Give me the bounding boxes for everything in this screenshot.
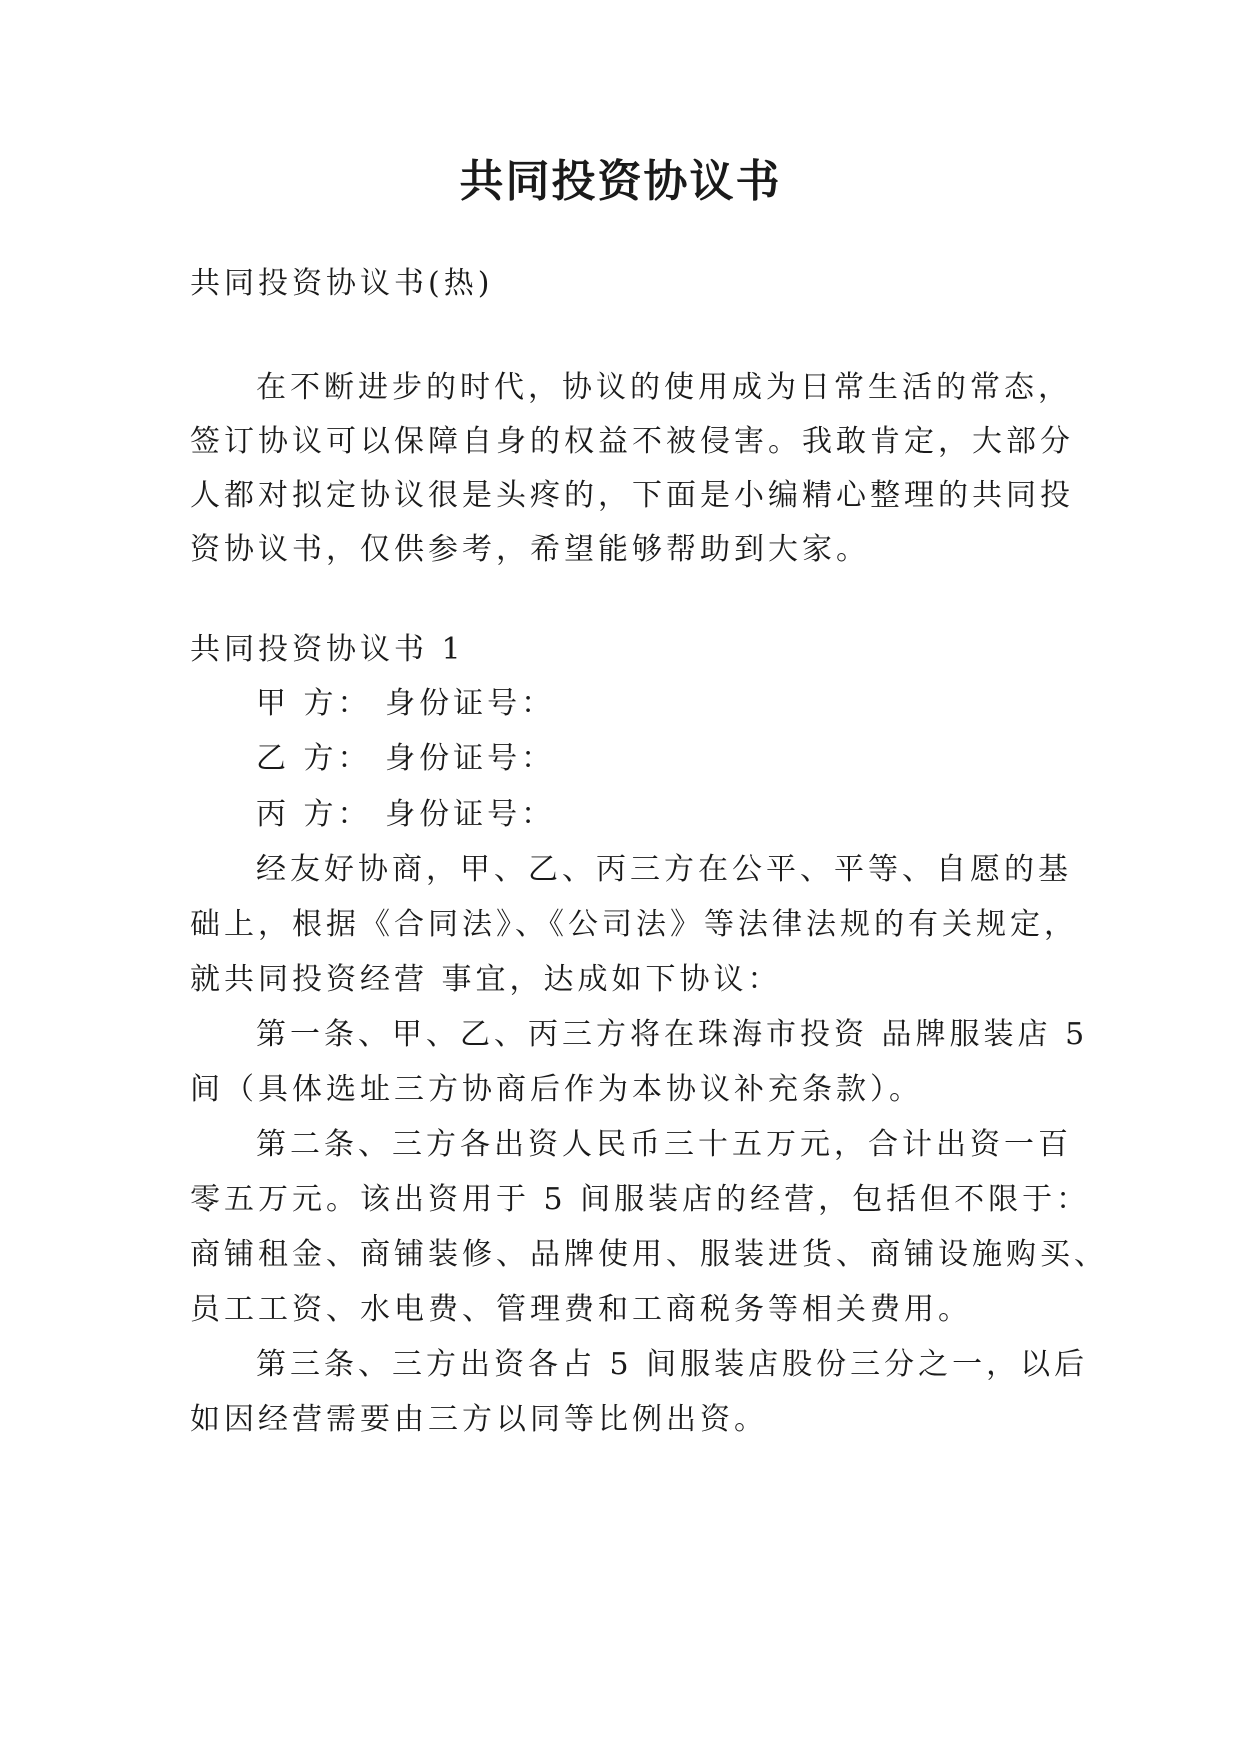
article-2-line-4: 员工工资、水电费、管理费和工商税务等相关费用。 [190, 1292, 972, 1327]
intro-line-3: 人都对拟定协议很是头疼的，下面是小编精心整理的共同投 [190, 478, 1074, 513]
preamble-line-3: 就共同投资经营 事宜，达成如下协议： [190, 962, 782, 997]
party-a-line: 甲 方： 身份证号： [256, 686, 556, 721]
article-2-line-2: 零五万元。该出资用于 5 间服装店的经营，包括但不限于： [190, 1182, 1091, 1217]
party-b-line: 乙 方： 身份证号： [256, 741, 556, 776]
article-3-line-2: 如因经营需要由三方以同等比例出资。 [190, 1402, 768, 1437]
intro-line-4: 资协议书，仅供参考，希望能够帮助到大家。 [190, 532, 870, 567]
document-subtitle: 共同投资协议书(热) [190, 266, 494, 301]
section-heading: 共同投资协议书 1 [190, 632, 465, 667]
intro-line-2: 签订协议可以保障自身的权益不被侵害。我敢肯定，大部分 [190, 424, 1074, 459]
article-3-line-1: 第三条、三方出资各占 5 间服装店股份三分之一，以后 [256, 1347, 1089, 1382]
preamble-line-1: 经友好协商，甲、乙、丙三方在公平、平等、自愿的基 [256, 852, 1072, 887]
preamble-line-2: 础上，根据《合同法》、《公司法》等法律法规的有关规定， [190, 907, 1078, 942]
article-1-line-1: 第一条、甲、乙、丙三方将在珠海市投资 品牌服装店 5 [256, 1017, 1089, 1052]
article-2-line-3: 商铺租金、商铺装修、品牌使用、服装进货、商铺设施购买、 [190, 1237, 1108, 1272]
document-title: 共同投资协议书 [459, 156, 782, 207]
article-1-line-2: 间（具体选址三方协商后作为本协议补充条款）。 [190, 1072, 923, 1107]
intro-line-1: 在不断进步的时代，协议的使用成为日常生活的常态， [256, 370, 1072, 405]
article-2-line-1: 第二条、三方各出资人民币三十五万元，合计出资一百 [256, 1127, 1072, 1162]
party-c-line: 丙 方： 身份证号： [256, 797, 556, 832]
